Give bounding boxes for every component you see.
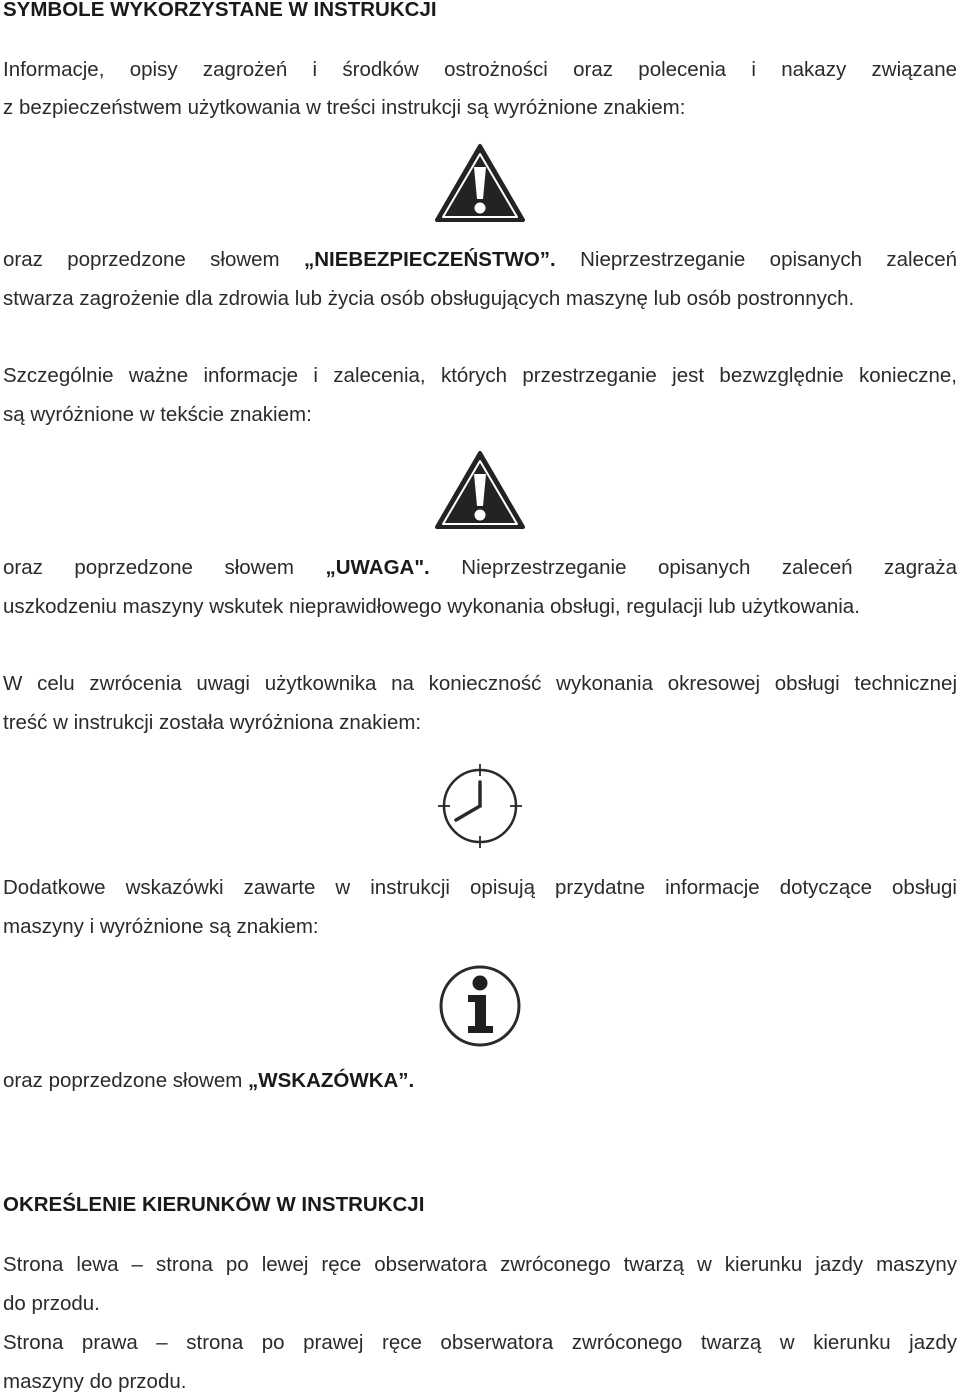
danger-text-line-1: Informacje, opisy zagrożeń i środków ostrożności oraz polecenia i nakazy związane	[3, 58, 957, 81]
left-side-definition-line-2: do przodu.	[3, 1292, 100, 1315]
warning-triangle-icon	[434, 450, 526, 530]
tip-prefix: oraz poprzedzone słowem	[3, 1069, 248, 1092]
tip-text-line-2: maszyny i wyróżnione są znakiem:	[3, 915, 319, 938]
danger-text-line-3	[3, 248, 957, 272]
danger-text-line-4: stwarza zagrożenie dla zdrowia lub życia osób obsługujących maszynę lub osób postronnych.	[3, 287, 855, 310]
right-side-definition-line-2: maszyny do przodu.	[3, 1370, 187, 1393]
caution-text-line-3	[3, 556, 957, 580]
danger-text-line-2: z bezpieczeństwem użytkowania w treści instrukcji są wyróżnione znakiem:	[3, 96, 686, 119]
caution-text-line-2: są wyróżnione w tekście znakiem:	[3, 403, 312, 426]
section-heading-directions: OKREŚLENIE KIERUNKÓW W INSTRUKCJI	[3, 1193, 425, 1216]
tip-text-line-1: Dodatkowe wskazówki zawarte w instrukcji opisują przydatne informacje dotyczące obsługi	[3, 876, 957, 899]
danger-prefix: oraz poprzedzone słowem	[3, 248, 304, 271]
right-side-definition-line-1: Strona prawa – strona po prawej ręce obserwatora zwróconego twarzą w kierunku jazdy	[3, 1331, 957, 1354]
tip-keyword: „WSKAZÓWKA”.	[248, 1069, 415, 1092]
caution-text-line-4: uszkodzeniu maszyny wskutek nieprawidłowego wykonania obsługi, regulacji lub użytkowania.	[3, 595, 860, 618]
info-icon	[438, 964, 522, 1048]
danger-suffix: Nieprzestrzeganie opisanych zaleceń	[555, 248, 957, 271]
section-heading-symbols: SYMBOLE WYKORZYSTANE W INSTRUKCJI	[3, 0, 437, 21]
left-side-definition-line-1: Strona lewa – strona po lewej ręce obserwatora zwróconego twarzą w kierunku jazdy maszyny	[3, 1253, 957, 1276]
caution-suffix: Nieprzestrzeganie opisanych zaleceń zagraża	[429, 556, 957, 579]
maintenance-text-line-1: W celu zwrócenia uwagi użytkownika na konieczność wykonania okresowej obsługi technicznej	[3, 672, 957, 695]
warning-triangle-icon	[434, 143, 526, 223]
danger-keyword: „NIEBEZPIECZEŃSTWO”.	[304, 248, 556, 271]
maintenance-text-line-2: treść w instrukcji została wyróżniona znakiem:	[3, 711, 422, 734]
caution-prefix: oraz poprzedzone słowem	[3, 556, 326, 579]
caution-keyword: „UWAGA".	[325, 556, 430, 579]
clock-icon	[436, 760, 524, 852]
caution-text-line-1: Szczególnie ważne informacje i zalecenia, których przestrzeganie jest bezwzględnie konieczne,	[3, 364, 957, 387]
tip-text-line-3	[3, 1069, 957, 1093]
